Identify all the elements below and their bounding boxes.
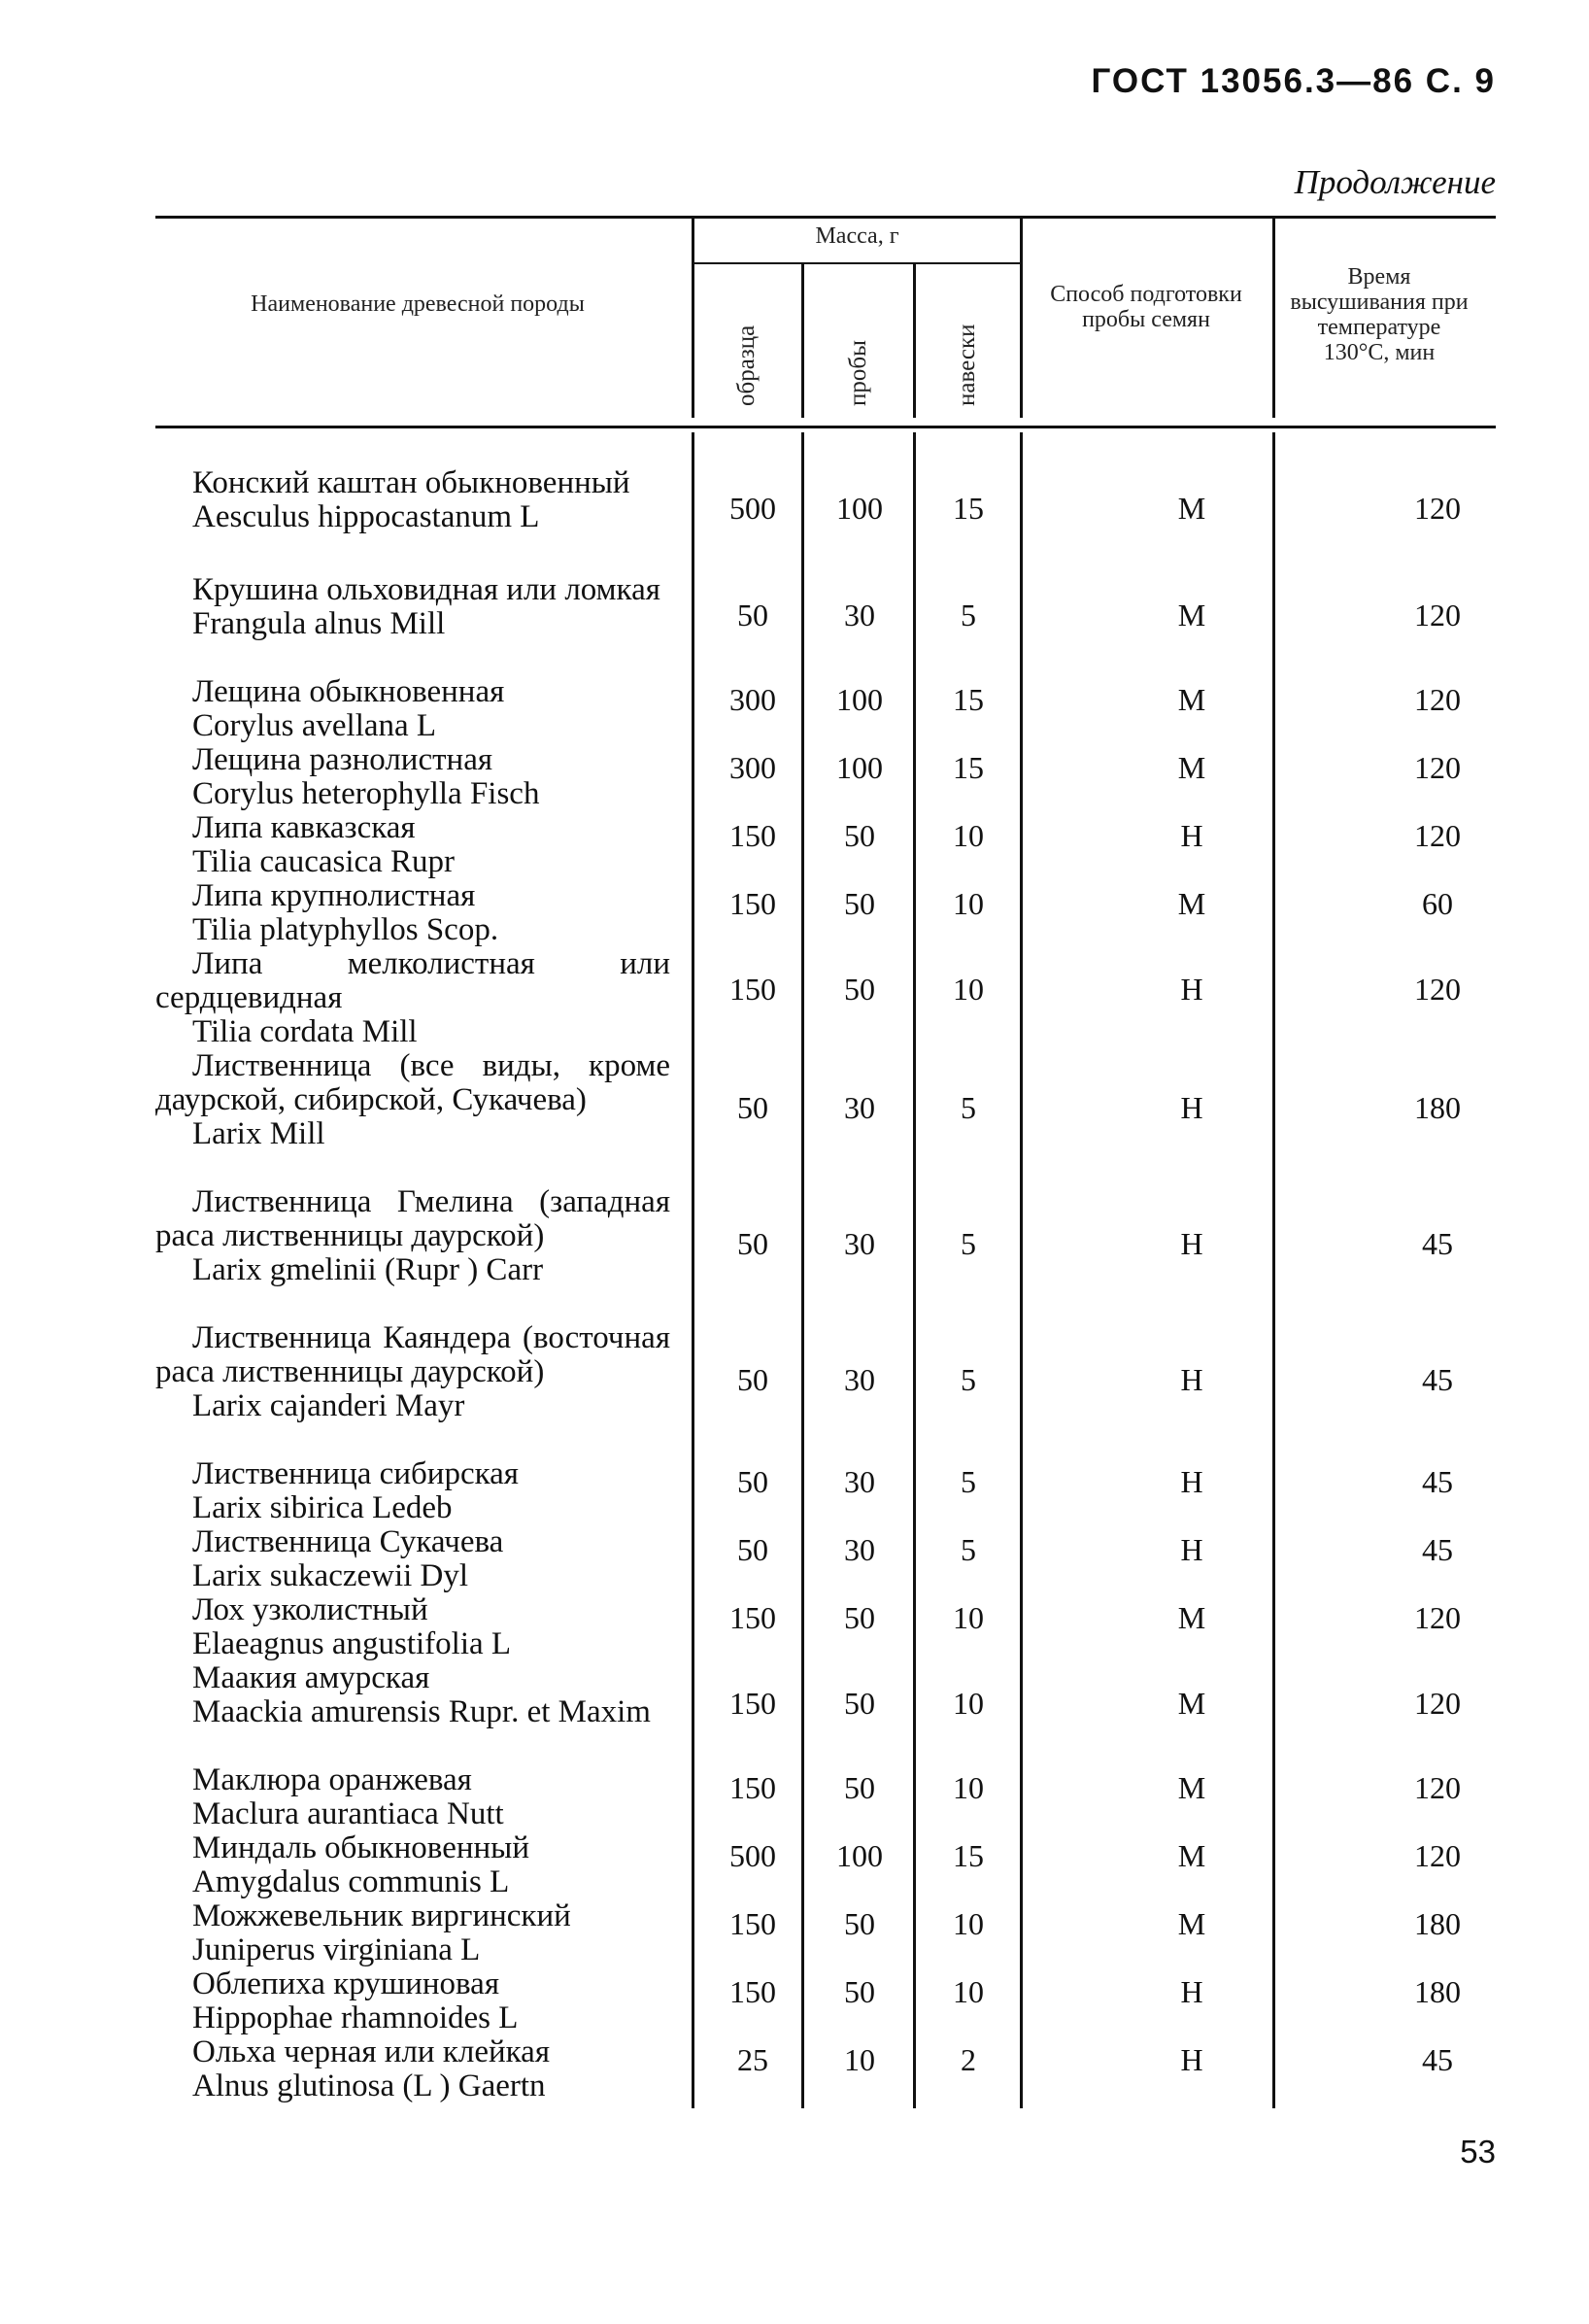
preparation-method: Н (1180, 1974, 1203, 2009)
sample-mass: 150 (729, 818, 776, 853)
species-name-latin: Hippophae rhamnoides L (192, 2000, 519, 2035)
species-name (155, 1593, 670, 1661)
species-name-latin: Maackia amurensis Rupr. et Maxim (192, 1694, 651, 1729)
weighed-mass: 5 (961, 1464, 976, 1499)
probe-mass: 50 (844, 1600, 875, 1635)
page-number: 53 (1460, 2134, 1496, 2170)
weighed-mass: 15 (953, 682, 984, 717)
table-row (155, 1967, 1496, 2035)
drying-time: 120 (1414, 491, 1461, 526)
table-row (155, 675, 1496, 743)
header-divider-4 (1020, 219, 1023, 418)
drying-time: 45 (1422, 1226, 1453, 1261)
species-name-latin: Tilia caucasica Rupr (192, 844, 456, 879)
weighed-mass: 10 (953, 1770, 984, 1805)
probe-mass: 50 (844, 1686, 875, 1721)
preparation-method: М (1177, 886, 1206, 921)
probe-mass: 100 (836, 1838, 883, 1873)
species-name-russian: Лиственница (все виды, кроме даурской, сибирской, Сукачева) (155, 1048, 670, 1117)
sample-mass: 50 (737, 1090, 768, 1125)
preparation-method: М (1177, 1600, 1206, 1635)
preparation-method: М (1177, 598, 1206, 632)
sample-mass: 500 (729, 1838, 776, 1873)
weighed-mass: 10 (953, 818, 984, 853)
species-name (155, 1321, 670, 1423)
page-header: ГОСТ 13056.3—86 С. 9 (1091, 62, 1496, 100)
table-row (155, 1457, 1496, 1525)
probe-mass: 100 (836, 491, 883, 526)
table-row (155, 811, 1496, 879)
probe-mass: 30 (844, 1464, 875, 1499)
species-name (155, 1831, 670, 1899)
species-name-russian: Можжевельник виргинский (192, 1898, 571, 1933)
table-row (155, 573, 1496, 675)
species-name (155, 573, 670, 641)
table-row (155, 1049, 1496, 1185)
species-name-russian: Конский каштан обыкновенный (192, 465, 630, 500)
table-row (155, 2035, 1496, 2103)
species-name-russian: Лиственница сибирская (192, 1456, 519, 1491)
species-name-latin: Larix sukaczewii Dyl (192, 1558, 469, 1593)
sample-mass: 300 (729, 682, 776, 717)
weighed-mass: 10 (953, 1974, 984, 2009)
preparation-method: Н (1180, 818, 1203, 853)
drying-time: 120 (1414, 1600, 1461, 1635)
species-name-russian: Лиственница Гмелина (западная раса лиственницы даурской) (155, 1184, 670, 1253)
sample-mass: 150 (729, 886, 776, 921)
table-row (155, 743, 1496, 811)
species-name (155, 1049, 670, 1151)
drying-time: 45 (1422, 2042, 1453, 2077)
preparation-method: М (1177, 1838, 1206, 1873)
sample-mass: 150 (729, 1770, 776, 1805)
species-name-latin: Tilia platyphyllos Scop. (192, 912, 499, 947)
species-name (155, 675, 670, 743)
drying-time: 120 (1414, 972, 1461, 1007)
species-name-latin: Larix Mill (192, 1116, 325, 1151)
species-name-latin: Larix cajanderi Mayr (192, 1388, 465, 1423)
table-row (155, 1185, 1496, 1321)
weighed-mass: 15 (953, 1838, 984, 1873)
species-name (155, 2035, 670, 2103)
header-weighed: навески (954, 324, 980, 406)
preparation-method: Н (1180, 1362, 1203, 1397)
species-name (155, 1525, 670, 1593)
table-top-rule (155, 216, 1496, 219)
species-name-latin: Juniperus virginiana L (192, 1932, 481, 1967)
weighed-mass: 10 (953, 1906, 984, 1941)
probe-mass: 50 (844, 972, 875, 1007)
header-divider-2 (801, 264, 804, 418)
species-name-russian: Маакия амурская (192, 1660, 430, 1695)
probe-mass: 30 (844, 1090, 875, 1125)
table-row (155, 1525, 1496, 1593)
sample-mass: 50 (737, 1362, 768, 1397)
species-name (155, 1899, 670, 1967)
probe-mass: 50 (844, 1906, 875, 1941)
preparation-method: М (1177, 1906, 1206, 1941)
sample-mass: 50 (737, 1226, 768, 1261)
preparation-method: М (1177, 1770, 1206, 1805)
drying-time: 120 (1414, 750, 1461, 785)
probe-mass: 10 (844, 2042, 875, 2077)
drying-time: 60 (1422, 886, 1453, 921)
continued-label: Продолжение (1294, 163, 1496, 201)
preparation-method: Н (1180, 1090, 1203, 1125)
weighed-mass: 10 (953, 1600, 984, 1635)
table-row (155, 1593, 1496, 1661)
species-name-russian: Липа кавказская (192, 810, 416, 845)
species-name-russian: Облепиха крушиновая (192, 1966, 499, 2001)
header-probe: пробы (845, 340, 871, 406)
species-name (155, 1661, 670, 1729)
species-name-russian: Лещина обыкновенная (192, 674, 505, 709)
species-name-latin: Aesculus hippocastanum L (192, 499, 540, 534)
drying-time: 45 (1422, 1464, 1453, 1499)
species-name (155, 1457, 670, 1525)
preparation-method: Н (1180, 1532, 1203, 1567)
species-name-latin: Larix gmelinii (Rupr ) Carr (192, 1252, 544, 1287)
drying-time: 45 (1422, 1362, 1453, 1397)
preparation-method: Н (1180, 972, 1203, 1007)
species-name-russian: Лиственница Сукачева (192, 1524, 504, 1559)
weighed-mass: 10 (953, 972, 984, 1007)
header-sample: образца (733, 325, 760, 406)
sample-mass: 50 (737, 598, 768, 632)
species-name (155, 1185, 670, 1287)
header-mass-group: Масса, г (815, 223, 899, 249)
drying-time: 180 (1414, 1906, 1461, 1941)
species-name-russian: Маклюра оранжевая (192, 1762, 472, 1797)
species-name-russian: Лиственница Каяндера (восточная раса лиственницы даурской) (155, 1320, 670, 1389)
weighed-mass: 15 (953, 491, 984, 526)
probe-mass: 50 (844, 1974, 875, 2009)
weighed-mass: 5 (961, 598, 976, 632)
probe-mass: 30 (844, 1226, 875, 1261)
species-name-latin: Tilia cordata Mill (192, 1014, 418, 1049)
weighed-mass: 5 (961, 1362, 976, 1397)
drying-time: 120 (1414, 1686, 1461, 1721)
species-name-russian: Ольха черная или клейкая (192, 2034, 550, 2069)
probe-mass: 100 (836, 682, 883, 717)
table-row (155, 1321, 1496, 1457)
preparation-method: М (1177, 682, 1206, 717)
mass-group-rule (694, 262, 1020, 264)
probe-mass: 30 (844, 598, 875, 632)
sample-mass: 300 (729, 750, 776, 785)
weighed-mass: 5 (961, 1532, 976, 1567)
sample-mass: 150 (729, 1686, 776, 1721)
species-name (155, 947, 670, 1049)
sample-mass: 150 (729, 1906, 776, 1941)
table-row (155, 1661, 1496, 1763)
probe-mass: 30 (844, 1362, 875, 1397)
species-name (155, 466, 670, 534)
preparation-method: Н (1180, 1226, 1203, 1261)
species-name-russian: Миндаль обыкновенный (192, 1830, 529, 1865)
drying-time: 120 (1414, 598, 1461, 632)
drying-time: 120 (1414, 1770, 1461, 1805)
species-name-latin: Maclura aurantiaca Nutt (192, 1796, 504, 1831)
weighed-mass: 5 (961, 1090, 976, 1125)
sample-mass: 500 (729, 491, 776, 526)
species-name-russian: Крушина ольховидная или ломкая (192, 572, 660, 607)
drying-time: 120 (1414, 682, 1461, 717)
probe-mass: 30 (844, 1532, 875, 1567)
preparation-method: М (1177, 491, 1206, 526)
header-divider-5 (1272, 219, 1275, 418)
species-name-latin: Amygdalus communis L (192, 1864, 510, 1899)
weighed-mass: 15 (953, 750, 984, 785)
weighed-mass: 5 (961, 1226, 976, 1261)
table-row (155, 1763, 1496, 1831)
sample-mass: 50 (737, 1532, 768, 1567)
header-name: Наименование древесной породы (251, 291, 585, 317)
species-name-russian: Лох узколистный (192, 1592, 428, 1627)
sample-mass: 150 (729, 1974, 776, 2009)
species-name (155, 811, 670, 879)
species-name (155, 1763, 670, 1831)
species-name (155, 743, 670, 811)
probe-mass: 50 (844, 1770, 875, 1805)
sample-mass: 150 (729, 1600, 776, 1635)
table-row (155, 466, 1496, 568)
drying-time: 120 (1414, 818, 1461, 853)
table-row (155, 947, 1496, 1049)
probe-mass: 50 (844, 818, 875, 853)
weighed-mass: 2 (961, 2042, 976, 2077)
drying-time: 180 (1414, 1974, 1461, 2009)
drying-time: 180 (1414, 1090, 1461, 1125)
header-method: Способ подготовки пробы семян (1050, 282, 1242, 332)
table-row (155, 879, 1496, 947)
species-name-latin: Alnus glutinosa (L ) Gaertn (192, 2068, 546, 2103)
probe-mass: 50 (844, 886, 875, 921)
species-name-latin: Larix sibirica Ledeb (192, 1490, 453, 1525)
sample-mass: 50 (737, 1464, 768, 1499)
preparation-method: М (1177, 1686, 1206, 1721)
species-name (155, 1967, 670, 2035)
species-name-latin: Corylus heterophylla Fisch (192, 776, 540, 811)
table-row (155, 1831, 1496, 1899)
species-name (155, 879, 670, 947)
table-row (155, 1899, 1496, 1967)
probe-mass: 100 (836, 750, 883, 785)
preparation-method: Н (1180, 1464, 1203, 1499)
species-name-russian: Липа мелколистная или сердцевидная (155, 946, 670, 1015)
species-name-latin: Frangula alnus Mill (192, 606, 446, 641)
species-name-latin: Elaeagnus angustifolia L (192, 1626, 512, 1661)
sample-mass: 25 (737, 2042, 768, 2077)
species-name-latin: Corylus avellana L (192, 708, 437, 743)
species-name-russian: Лещина разнолистная (192, 742, 493, 777)
weighed-mass: 10 (953, 886, 984, 921)
header-divider-3 (913, 264, 916, 418)
sample-mass: 150 (729, 972, 776, 1007)
header-time: Время высушивания при температуре 130°С, мин (1290, 264, 1469, 365)
preparation-method: М (1177, 750, 1206, 785)
header-bottom-rule (155, 426, 1496, 428)
drying-time: 120 (1414, 1838, 1461, 1873)
species-name-russian: Липа крупнолистная (192, 878, 476, 913)
preparation-method: Н (1180, 2042, 1203, 2077)
weighed-mass: 10 (953, 1686, 984, 1721)
drying-time: 45 (1422, 1532, 1453, 1567)
